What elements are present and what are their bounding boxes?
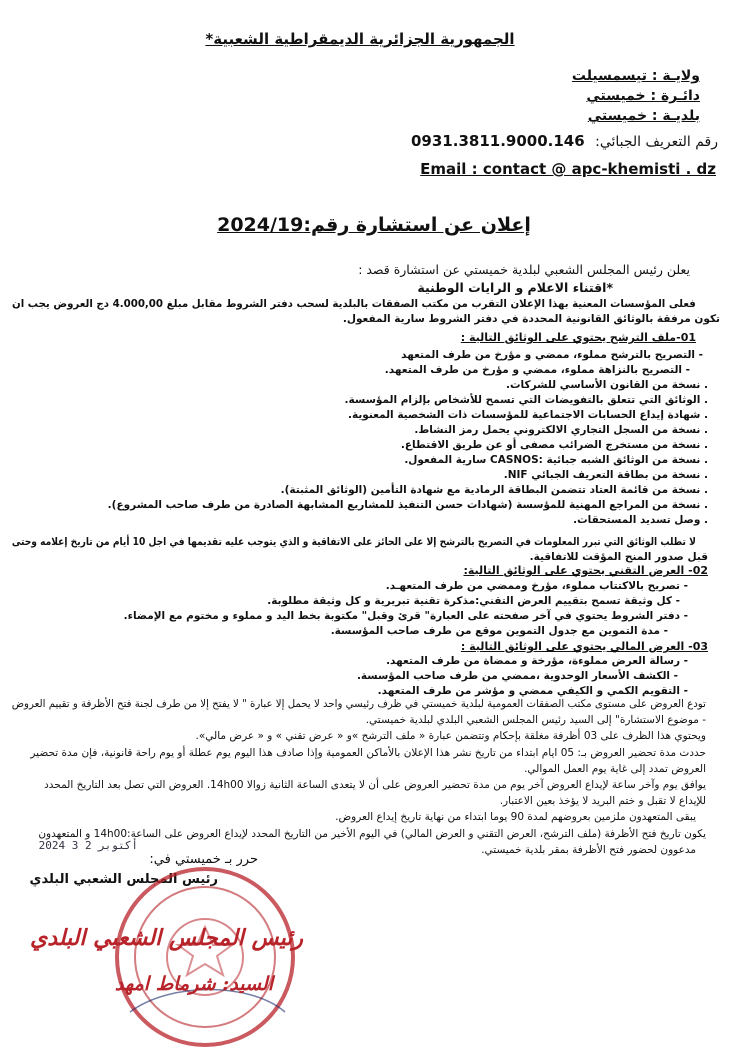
section-1-item: . شهادة إيداع الحسابات الاجتماعية للمؤسسات ذات الشخصية المعنوية. bbox=[347, 409, 708, 421]
closing-line: للإيداع لا تقبل و ختم البريد لا يؤخذ بعين الاعتبار. bbox=[499, 795, 706, 808]
tax-id-label: رقم التعريف الجبائي: bbox=[595, 134, 718, 150]
section-1-item: . نسخة من المراجع المهنية للمؤسسة (شهادات حسن التنفيذ للمشاريع المشابهة الصادرة من طرف صاحب المشروع). bbox=[107, 499, 708, 511]
signed-at: حرر بـ خميستي في: bbox=[149, 852, 258, 867]
section-1-item: . نسخة من مستخرج الضرائب مصفى أو عن طريق الاقتطاع. bbox=[400, 439, 708, 451]
section-3-item: - رسالة العرض مملوءة، مؤرخة و ممضاة من طرف المتعهد. bbox=[386, 655, 688, 667]
section-2-item: - كل وثيقة تسمح بتقييم العرض التقني:مذكرة تقنية تبريرية و كل وثيقة مطلوبة. bbox=[267, 595, 680, 607]
announcement-paragraph-1: فعلى المؤسسات المعنية بهذا الإعلان التقرب من مكتب الصفقات بالبلدية لسحب دفتر الشروط مقابل مبلغ 4.000,00 دج العروض يجب ان bbox=[12, 298, 697, 310]
section-1-note-2: قبل صدور المنح المؤقت للاتفاقية. bbox=[529, 551, 708, 563]
section-3-item: - الكشف الأسعار الوحدوية ،ممضي من طرف صاحب المؤسسة. bbox=[356, 670, 678, 682]
section-1-item: . الوثائق التي تتعلق بالتفويضات التي تسمح للأشخاص بإلزام المؤسسة. bbox=[344, 394, 708, 406]
closing-line: العروض تمدد إلى غاية يوم العمل الموالي. bbox=[524, 762, 706, 775]
closing-line: حددت مدة تحضير العروض بـ: 05 ايام ابتداء من تاريخ نشر هذا الإعلان بالأماكن العمومية وإذا صادف هذا اليوم يوم عطلة أو يوم راحة قانونية، فإن مدة تحضير bbox=[30, 746, 706, 759]
official-seal-icon bbox=[110, 862, 300, 1052]
section-2-heading: 02- العرض التقني يحتوي على الوثائق التالية: bbox=[463, 564, 708, 577]
closing-line: يبقى المتعهدون ملزمين بعروضهم لمدة 90 يوما ابتداء من نهاية تاريخ إيداع العروض. bbox=[335, 811, 696, 824]
section-1-item: - التصريح بالنزاهة مملوء، ممضي و مؤرخ من طرف المتعهد. bbox=[384, 364, 690, 376]
tax-id-line bbox=[411, 132, 718, 150]
section-1-item: . نسخة من القانون الأساسي للشركات. bbox=[506, 379, 708, 391]
section-1-note-1: لا تطلب الوثائق التي تبرر المعلومات في التصريح بالترشح إلا على الحائز على الاتفاقية و الذي يتوجب عليه تقديمها في اجل 10 أيام من تاريخ إعلامه وحتى bbox=[11, 536, 696, 548]
announcement-title: إعلان عن استشارة رقم:2024/19 bbox=[217, 214, 531, 236]
section-1-heading: 01-ملف الترشح يحتوي على الوثائق التالية : bbox=[460, 331, 696, 344]
closing-line: مدعوون لحضور فتح الأظرفة بمقر بلدية خميستي. bbox=[481, 843, 696, 856]
section-1-item: . نسخة من السجل التجاري الالكتروني يحمل رمز النشاط. bbox=[414, 424, 708, 436]
section-2-item: - مدة التموين مع جدول التموين موقع من طرف صاحب المؤسسة. bbox=[330, 625, 668, 637]
section-1-item: . وصل تسديد المستحقات. bbox=[573, 514, 708, 526]
section-2-item: - دفتر الشروط يحتوي في آخر صفحته على العبارة" قرئ وقبل" مكتوبة بخط اليد و مملوء و مختوم مع الإمضاء. bbox=[123, 610, 688, 622]
closing-line: تودع العروض على مستوى مكتب الصفقات العمومية لبلدية خميستي في ظرف رئيسي واحد لا يحمل إلا عبارة " لا يفتح إلا من طرف لجنة فتح الأظرفة و تقييم العروض bbox=[11, 698, 706, 710]
closing-line: - موضوع الاستشارة" إلى السيد رئيس المجلس الشعبي البلدي لبلدية خميستي. bbox=[365, 714, 706, 727]
section-1-item: - التصريح بالترشح مملوء، ممضي و مؤرخ من طرف المتعهد bbox=[401, 349, 703, 361]
wilaya-label: ولايـة : تيسمسيلت bbox=[571, 68, 700, 84]
section-2-item: - تصريح بالاكتتاب مملوء، مؤرخ وممضي من طرف المتعهـد. bbox=[385, 580, 688, 592]
baladiya-label: بلديـة : خميستي bbox=[587, 108, 700, 124]
seal-signature-line-1: رئيس المجلس الشعبي البلدي bbox=[29, 925, 303, 951]
closing-line: يكون تاريخ فتح الأظرفة (ملف الترشح، العرض التقني و العرض المالي) في اليوم الأخير من التاريخ المحدد لإيداع العروض على الساعة:14h00 و المتعهدون bbox=[38, 827, 706, 840]
section-3-item: - التقويم الكمي و الكيفي ممضي و مؤشر من طرف المتعهد. bbox=[377, 685, 688, 697]
tax-id-value: 0931.3811.9000.146 bbox=[411, 132, 585, 150]
email-address: Email : contact @ apc-khemisti . dz bbox=[420, 160, 716, 178]
republic-title: الجمهورية الجزائرية الديمقراطية الشعبية* bbox=[205, 30, 515, 48]
announcement-paragraph-2: تكون مرفقة بالوثائق القانونية المحددة في دفتر الشروط سارية المفعول. bbox=[342, 313, 720, 325]
section-1-item: . نسخة من بطاقة التعريف الجبائي NIF. bbox=[503, 469, 708, 481]
section-1-item: . نسخة من الوثائق الشبه جبائية :CASNOS سارية المفعول. bbox=[404, 454, 708, 466]
closing-line: يوافق يوم وآخر ساعة لإيداع العروض آخر يوم من مدة تحضير العروض على أن لا يتعدى الساعة الثانية زوالا 14h00. العروض التي تصل بعد التاريخ المحدد bbox=[44, 779, 706, 791]
section-3-heading: 03- العرض المالي يحتوي على الوثائق التالية : bbox=[460, 640, 708, 653]
section-1-item: . نسخة من قائمة العتاد تتضمن البطاقة الرمادية مع شهادة التأمين (الوثائق المثبتة). bbox=[280, 484, 708, 496]
consultation-object: *اقتناء الاعلام و الرايات الوطنية bbox=[417, 280, 613, 295]
seal-signature-line-2: السيد: شرماط امهد bbox=[114, 973, 273, 995]
date-stamp: 2024 أكتوبر 2 3 bbox=[38, 839, 138, 852]
announcement-intro: يعلن رئيس المجلس الشعبي لبلدية خميستي عن استشارة قصد : bbox=[358, 262, 690, 277]
daira-label: دائـرة : خميستي bbox=[586, 88, 700, 104]
signatory-role: رئيس المجلس الشعبي البلدي bbox=[29, 872, 218, 887]
closing-line: ويحتوي هذا الظرف على 03 أظرفة مغلقة بإحكام وتتضمن عبارة « ملف الترشح »و « عرض تقني » و « عرض مالي». bbox=[195, 730, 706, 743]
